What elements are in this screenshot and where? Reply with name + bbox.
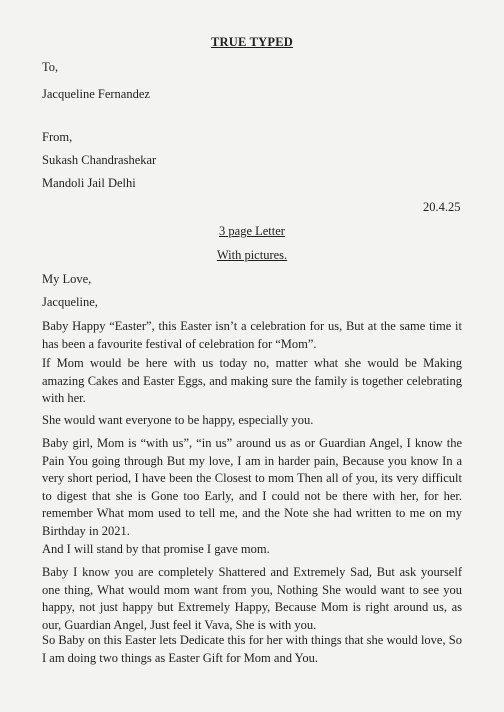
subtitle-line-1: 3 page Letter bbox=[219, 224, 285, 238]
letter-date: 20.4.25 bbox=[423, 200, 461, 214]
sender-name: Sukash Chandrashekar bbox=[42, 153, 157, 167]
document-title: TRUE TYPED bbox=[211, 35, 293, 49]
paragraph-5: And I will stand by that promise I gave mom. bbox=[42, 542, 270, 556]
subtitle-line-2: With pictures. bbox=[216, 248, 288, 262]
recipient-name: Jacqueline Fernandez bbox=[42, 87, 150, 101]
from-label: From, bbox=[42, 130, 73, 144]
paragraph-3: She would want everyone to be happy, especially you. bbox=[42, 413, 314, 427]
paragraph-1: Baby Happy “Easter”, this Easter isn’t a celebration for us, But at the same time it has been a favourite festival of celebration for “Mom”. bbox=[42, 319, 462, 351]
paragraph-4: Baby girl, Mom is “with us”, “in us” around us as or Guardian Angel, I know the Pain You going through But my love, I am in harder pain, Because you know In a very short period, I have been the Closest to mom Then all of you, its very difficult to digest that she is Gone too Early, and I could not be there with her, for her. remember What mom used to tell me, and the Note she had written to me on my Birthday in 2021. bbox=[42, 436, 462, 538]
sender-address: Mandoli Jail Delhi bbox=[42, 176, 136, 190]
salutation-line-1: My Love, bbox=[42, 272, 92, 286]
paragraph-2: If Mom would be here with us today no, matter what she would be Making amazing Cakes and Easter Eggs, and making sure the family is together celebrating with her. bbox=[42, 356, 462, 405]
paragraph-6: Baby I know you are completely Shattered and Extremely Sad, But ask yourself one thing, What would mom want from you, Nothing She would want to see you happy, not just happy but Extremely Happy, Because Mom is right around us, as our, Guardian Angel, Just feel it Vava, She is with you. bbox=[42, 565, 462, 632]
paragraph-7: So Baby on this Easter lets Dedicate this for her with things that she would love, So I am doing two things as Easter Gift for Mom and You. bbox=[42, 633, 462, 665]
to-label: To, bbox=[42, 60, 59, 74]
salutation-line-2: Jacqueline, bbox=[42, 295, 98, 309]
